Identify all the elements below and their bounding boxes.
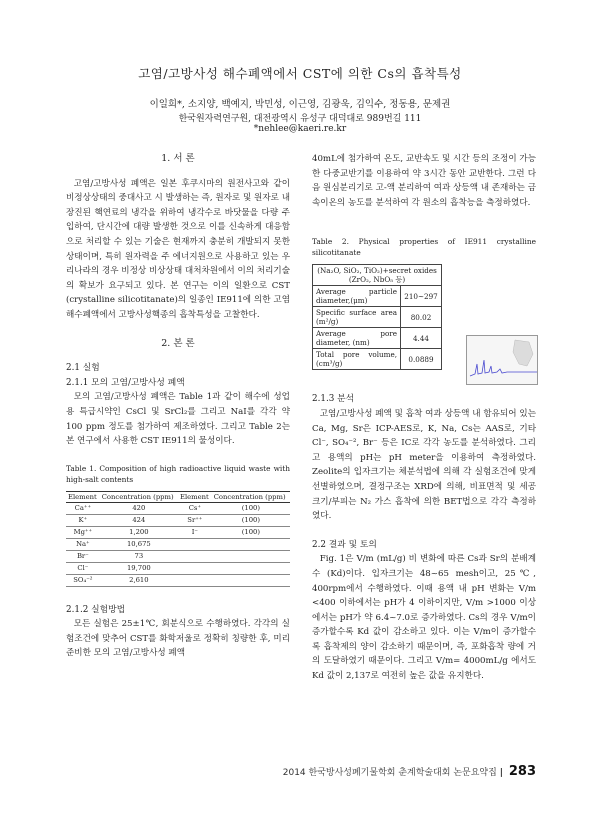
table-row	[66, 526, 290, 538]
table-row	[66, 550, 290, 562]
page-number: 283	[508, 764, 536, 779]
table1-cell: Sr⁺⁺	[178, 514, 212, 526]
section-2-1-2-heading: 2.1.2 실험방법	[66, 604, 126, 615]
table2-cell: 210~297	[401, 286, 442, 307]
main-heading: 2. 본 론	[161, 337, 195, 349]
table1-cell	[212, 574, 290, 586]
section-2-1-2-paragraph: 모든 실험은 25±1℃, 회분식으로 수행하였다. 각각의 실험조건에 맞추어 CST를 화학저울로 정확히 칭량한 후, 미리 준비한 모의 고염/고방사성 폐액	[66, 619, 290, 659]
table-row	[313, 349, 442, 370]
table2-cell: Average particle diameter,(μm)	[313, 286, 401, 307]
table-row	[66, 574, 290, 586]
table-row	[66, 514, 290, 526]
table-row	[313, 307, 442, 328]
table2-cell: 0.0889	[401, 349, 442, 370]
table1-cell	[178, 574, 212, 586]
table1-cell: Mg⁺⁺	[66, 526, 100, 538]
table1-cell: I⁻	[178, 526, 212, 538]
table1-header: Element	[66, 491, 100, 502]
affiliation: 한국원자력연구원, 대전광역시 유성구 대덕대로 989번길 111	[178, 114, 422, 124]
section-2-1-1-paragraph: 모의 고염/고방사성 폐액은 Table 1과 같이 해수에 성업용 특급시약인 CsCl 및 SrCl₂를 그리고 NaI를 각각 약 100 ppm 정도를 첨가하여 제조하였다. 그리고 Table 2는 본 연구에서 사용한 CST IE911의 물성이다.	[66, 392, 290, 447]
table1-cell: 73	[100, 550, 178, 562]
continued-paragraph: 40mL에 첨가하여 온도, 교반속도 및 시간 등의 조정이 가능한 다중교반기를 이용하여 약 3시간 동안 교반한다. 그런 다음 원심분리기로 고-액 분리하여 여과 상등액 내 존재하는 금속이온의 농도를 분석하여 각 원소의 흡착능을 측정하였다.	[312, 154, 536, 208]
table-row	[66, 562, 290, 574]
table1-cell: 19,700	[100, 562, 178, 574]
table2-cell: Specific surface area (m²/g)	[313, 307, 401, 328]
table-row	[66, 538, 290, 550]
author-list: 이일희*, 소지양, 백예지, 박민성, 이근영, 김광욱, 김익수, 정동용, 문제권	[149, 99, 451, 110]
table1-cell: 424	[100, 514, 178, 526]
table1-cell: Br⁻	[66, 550, 100, 562]
table2-caption: Table 2. Physical properties of IE911 crystalline silicotitanate	[312, 237, 536, 258]
table1-caption: Table 1. Composition of high radioactive liquid waste with high-salt contents	[66, 463, 290, 484]
email: *nehlee@kaeri.re.kr	[253, 124, 347, 134]
table1-cell: K⁺	[66, 514, 100, 526]
table2-cell: Average pore diameter, (nm)	[313, 328, 401, 349]
table-row	[313, 328, 442, 349]
table1-header: Element	[178, 491, 212, 502]
table2-header: (Na₂O, SiO₂, TiO₂)+secret oxides (ZrO₂, NbO₅ 등)	[313, 265, 442, 286]
xrd-spectrum-graphic	[467, 336, 537, 384]
table1-cell	[178, 550, 212, 562]
table1-cell: 420	[100, 502, 178, 514]
intro-heading: 1. 서 론	[161, 153, 195, 164]
table2	[312, 264, 442, 370]
table1-cell	[212, 550, 290, 562]
table-row	[66, 502, 290, 514]
table1-cell: 10,675	[100, 538, 178, 550]
table1-cell: (100)	[212, 514, 290, 526]
intro-paragraph: 고염/고방사성 폐액은 일본 후쿠시마의 원전사고와 같이 비정상상태의 중대사고 시 발생하는 즉, 원자로 및 원자로 내 장진된 핵연료의 냉각을 위하여 냉각수로 바닷물을 다량 주입하여, 단시간에 대량 발생한 것으로 이를 신속하게 대응함으로 처리할 수 있는 기술은 현재까지 충분히 개발되지 못한 상태이며, 특히 원자력을 주 에너지원으로 사용하고 있는 우리나라의 경우 비정상 비상상태 대처차원에서 이의 처리기술의 확보가 요구되고 있다. 본 연구는 이의 일환으로 CST (crystalline silicotitanate)의 일종인 IE911에 의한 고염 해수폐액에서 고방사성핵종의 흡착특성을 고찰한다.	[66, 178, 290, 320]
section-2-1-3-paragraph: 고염/고방사성 폐액 및 흡착 여과 상등액 내 함유되어 있는 Ca, Mg, Sr은 ICP-AES로, K, Na, Cs는 AAS로, 기타 Cl⁻, SO₄⁻², Br⁻ 등은 IC로 각각 농도를 분석하였다. 그리고 용액의 pH는 pH meter을 이용하여 측정하였다. Zeolite의 입자크기는 체분석법에 의해 각 실험조건에 맞게 선별하였으며, 결정구조는 XRD에 의해, 비표면적 및 세공 크기/부피는 N₂ 가스 흡착에 의한 BET법으로 각각 측정하였다.	[312, 408, 536, 522]
table1-header: Concentration (ppm)	[212, 491, 290, 502]
right-column	[312, 152, 536, 684]
table1-cell: Cs⁺	[178, 502, 212, 514]
table1-cell	[212, 562, 290, 574]
section-2-2-paragraph: Fig. 1은 V/m (mL/g) 비 변화에 따른 Cs과 Sr의 분배계수 (Kd)이다. 입자크기는 48~65 mesh이고, 25℃, 400rpm에서 수행하였다. 이때 용액 내 pH 변화는 V/m <400 이하에서는 pH가 4 이하이지만, V/m >1000 이상에서는 pH가 약 6.4~7.0로 증가하였다. Cs의 경우 V/m이 증가할수록 Kd 값이 감소하고 있다. 이는 V/m이 증가할수록 흡착제의 양이 감소하기 때문이며, 즉, 포화흡착 량에 거의 도달하였기 때문이다. 그리고 V/m= 4000mL/g 에서도 Kd 값이 2,137로 여전히 높은 값을 유지한다.	[312, 554, 536, 682]
table1-cell: 1,200	[100, 526, 178, 538]
table1-cell	[212, 538, 290, 550]
table1-cell: Na⁺	[66, 538, 100, 550]
table-row	[313, 265, 442, 286]
left-column	[66, 152, 290, 661]
paper-title: 고염/고방사성 해수폐액에서 CST에 의한 Cs의 흡착특성	[138, 66, 462, 81]
table1-header: Concentration (ppm)	[100, 491, 178, 502]
table1-cell: (100)	[212, 502, 290, 514]
table1-cell: (100)	[212, 526, 290, 538]
section-2-2-heading: 2.2 결과 및 토의	[312, 539, 377, 550]
page-footer: 2014 한국방사성폐기물학회 춘계학술대회 논문요약집 | 283	[282, 764, 536, 779]
section-2-1-1-heading: 2.1.1 모의 고염/고방사성 폐액	[66, 377, 185, 388]
table1-cell: Ca⁺⁺	[66, 502, 100, 514]
table2-cell: 4.44	[401, 328, 442, 349]
table-row	[313, 286, 442, 307]
table1-cell: Cl⁻	[66, 562, 100, 574]
table2-cell: 80.02	[401, 307, 442, 328]
table1-cell: 2,610	[100, 574, 178, 586]
section-2-1-3-heading: 2.1.3 분석	[312, 394, 355, 405]
section-2-1-heading: 2.1 실험	[66, 363, 100, 374]
table1	[66, 491, 290, 587]
table1-cell	[178, 538, 212, 550]
table1-cell	[178, 562, 212, 574]
table1-cell: SO₄⁻²	[66, 574, 100, 586]
table2-cell: Total pore volume, (cm³/g)	[313, 349, 401, 370]
footer-text: 2014 한국방사성폐기물학회 춘계학술대회 논문요약집	[282, 768, 497, 778]
figure-thumbnail	[466, 335, 538, 385]
